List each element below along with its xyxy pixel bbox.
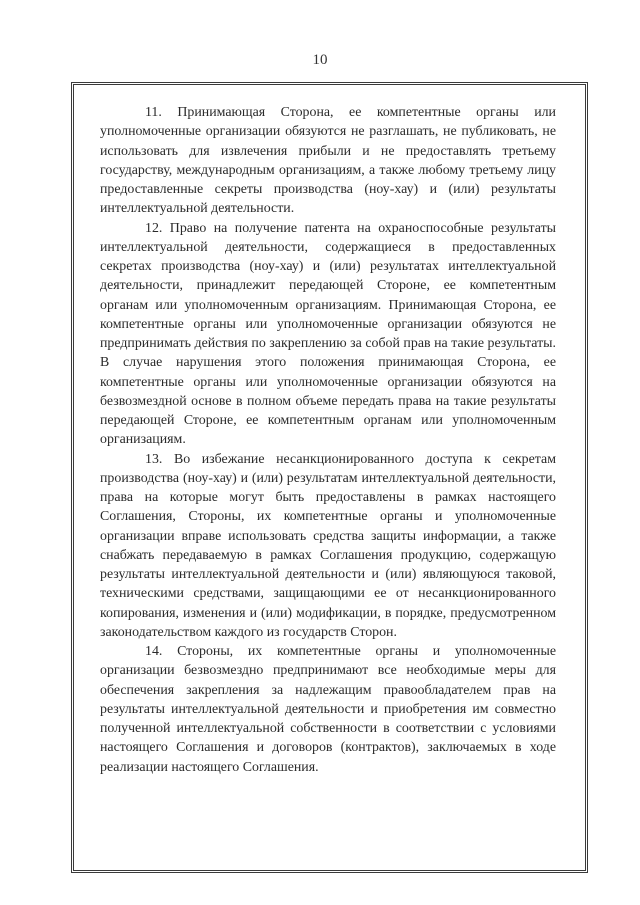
paragraph-12: 12. Право на получение патента на охраноспособные результаты интеллектуальной деятельности, содержащиеся в предоставленных секретах производства (ноу-хау) и (или) результатах интеллектуальной деятельности, принадлежит передающей Стороне, ее компетентным органам или уполномоченным организациям. Принимающая Сторона, ее компетентные органы или уполномоченные организации обязуются не предпринимать действия по закреплению за собой прав на такие результаты. В случае нарушения этого положения принимающая Сторона, ее компетентные органы или уполномоченные организации обязуются на безвозмездной основе в полном объеме передать права на такие результаты передающей Стороне, ее компетентным органам или уполномоченным организациям. (100, 220, 556, 448)
paragraph-11: 11. Принимающая Сторона, ее компетентные органы или уполномоченные организации обязуются не разглашать, не публиковать, не использовать для извлечения прибыли и не предоставлять третьему государству, международным организациям, а также любому третьему лицу предоставленные секреты производства (ноу-хау) и (или) результаты интеллектуальной деятельности. (100, 105, 556, 217)
document-body (100, 103, 556, 777)
paragraph-14: 14. Стороны, их компетентные органы и уполномоченные организации безвозмездно предпринимают все необходимые меры для обеспечения закрепления за надлежащим правообладателем прав на результаты интеллектуальной деятельности и приобретения им совместно полученной интеллектуальной собственности в соответствии с условиями настоящего Соглашения и договоров (контрактов), заключаемых в ходе реализации настоящего Соглашения. (100, 644, 556, 775)
paragraph-13: 13. Во избежание несанкционированного доступа к секретам производства (ноу-хау) и (или) результатам интеллектуальной деятельности, права на которые могут быть предоставлены в рамках настоящего Соглашения, Стороны, их компетентные органы и уполномоченные организации вправе использовать средства защиты информации, а также снабжать передаваемую в рамках Соглашения продукцию, содержащую результаты интеллектуальной деятельности и (или) являющуюся таковой, техническими средствами, защищающими ее от несанкционированного копирования, изменения и (или) модификации, в порядке, предусмотренном законодательством каждого из государств Сторон. (100, 451, 556, 640)
page-number: 10 (312, 52, 328, 68)
